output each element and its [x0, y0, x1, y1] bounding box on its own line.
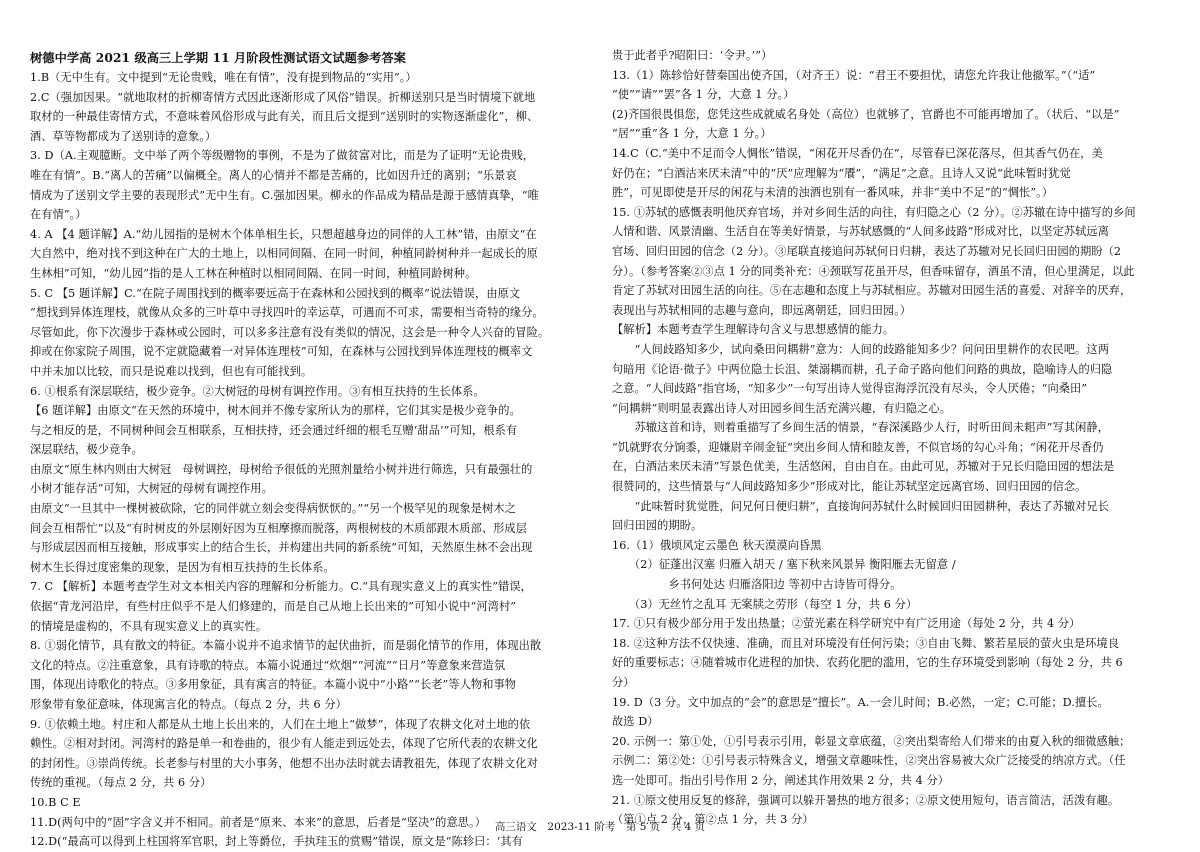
text-line: “想找到异体连理枝，就像从众多的三叶草中寻找四叶的幸运草，可遇而不可求，需要相当奇特的缘分。: [30, 306, 544, 320]
text-line: 6. ①根系有深层联结，极少竞争。②大树冠的母树有调控作用。③有相互扶持的生长体系。: [30, 384, 485, 398]
text-line: 10.B C E: [30, 795, 81, 809]
text-line: 【6 题详解】由原文“在天然的环境中，树木间并不像专家所认为的那样，它们其实是极少竞争的。: [30, 404, 521, 418]
text-line: 中并未加以比较，而只是说难以找到，但也有可能找到。: [30, 364, 313, 378]
text-line: 回归田园的期盼。: [612, 519, 703, 533]
text-line: 人情和谐、风景清幽、生活自在等美好情景，与苏轼感慨的“人间多歧路”形成对比，以坚定苏轼远离: [612, 225, 1110, 239]
text-line: （3）无丝竹之乱耳 无案牍之劳形（每空 1 分，共 6 分）: [612, 597, 918, 611]
text-line: 赖性。②相对封闭。河湾村的路是单一和卷曲的，很少有人能走到远处去，体现了它所代表的农耕文化: [30, 737, 538, 751]
text-line: 19. D（3 分。文中加点的“会”的意思是“擅长”。A.一会儿时间；B.必然，一定；C.可能；D.擅长。: [612, 695, 1109, 709]
text-line: 取材的一种最佳寄情方式，不意味着风俗形成与此有关，而且后文提到“送别时的实物逐渐虚化”，柳、: [30, 110, 539, 124]
text-line: “此味暂时犹觉胜，问兄何日便归耕”，直接询问苏轼什么时候回归田园耕种，表达了苏辙对兄长: [612, 499, 1110, 513]
text-line: 的封闭性。③崇尚传统。长老参与村里的大小事务，他想不出办法时就去请教祖先，体现了农耕文化对: [30, 756, 538, 770]
text-line: “饥就野农分饷黍，迎嫌尉辛闹金钲”突出乡间人情和睦友善，不似官场的勾心斗角；“闲花开尽香仍: [612, 440, 1104, 454]
text-line: 之意。“人间歧路”指官场，“知多少”一句写出诗人觉得宦海浮沉没有尽头，令人厌倦；“向桑田”: [612, 382, 1088, 396]
text-line: 围，体现出诗歌化的特点。③多用象征，具有寓言的特征。本篇小说中“小路”“长老”等人物和事物: [30, 678, 517, 692]
text-line: 18. ②这种方法不仅快速、准确，而且对环境没有任何污染；③自由飞舞、繁若星辰的萤火虫是环境良: [612, 636, 1120, 650]
text-line: 好仍在；“白酒沽来厌未清”中的“厌”应理解为“餍”，“满足”之意。且诗人又说“此味暂时犹觉: [612, 166, 1071, 180]
text-line: 的情境是虚构的，不具有现实意义上的真实性。: [30, 619, 268, 633]
text-line: 尽管如此，你下次漫步于森林或公园时，可以多多注意有没有类似的情况，这会是一种令人兴奋的冒险。: [30, 325, 550, 339]
text-line: 4. A 【4 题详解】A.“幼儿园指的是树木个体单相生长，只想超越身边的同伴的人工林”错，由原文“在: [30, 227, 537, 241]
text-line: 在有情”。）: [30, 208, 87, 222]
text-line: 在，白酒沽来厌未清”写景色优美，生活悠闲，自由自在。由此可见，苏辙对于兄长归隐田园的想法是: [612, 460, 1115, 474]
text-line: 抑或在你家院子周围，说不定就隐藏着一对异体连理枝”可知，在森林与公园找到异体连理枝的概率文: [30, 345, 533, 359]
text-line: 9. ①依赖土地。村庄和人都是从土地上长出来的，人们在土地上“做梦”，体现了农耕文化对土地的依: [30, 717, 531, 731]
text-line: 与形成层因而相互接触，形成事实上的结合生长，并构建出共同的新系统”可知，天然原生林不会出现: [30, 541, 533, 555]
text-line: “使”“请”“罢”各 1 分，大意 1 分。）: [612, 88, 795, 102]
text-line: 2.C（强加因果。“就地取材的折柳寄情方式因此逐渐形成了风俗”错误。折柳送别只是当时情境下就地: [30, 90, 536, 104]
text-line: （第①点 2 分，第②点 1 分，共 3 分）: [612, 813, 814, 827]
text-line: 肯定了苏轼对田园生活的向往。⑤在志趣和态度上与苏轼相应。苏辙对田园生活的喜爱、对辞辛的厌弃，: [612, 284, 1132, 298]
text-line: 3. D（A.主观臆断。文中举了两个等级赠物的事例，不是为了做贫富对比，而是为了证明“无论贵贱，: [30, 149, 535, 163]
text-line: 21. ①原文使用反复的修辞，强调可以躲开暑热的地方很多；②原文使用短句，语言简洁，活泼有趣。: [612, 793, 1120, 807]
text-line: 深层联结，极少竞争。: [30, 443, 143, 457]
text-line: 酒、草等物都成为了送别诗的意象。）: [30, 129, 217, 143]
text-line: 5. C 【5 题详解】C.“在院子周围找到的概率要远高于在森林和公园找到的概率”说法错误，由原文: [30, 286, 521, 300]
text-line: 17. ①只有极少部分用于发出热量；②萤光素在科学研究中有广泛用途（每处 2 分，共 4 分）: [612, 617, 1081, 631]
text-line: 故选 D）: [612, 715, 659, 729]
text-line: 15. ①苏轼的感慨表明他厌弃官场，并对乡间生活的向往，有归隐之心（2 分）。②苏辙在诗中描写的乡间: [612, 205, 1136, 219]
text-line: 唯在有情”。B.“离人的苦痛”以偏概全。离人的心情并不都是苦痛的，比如因升迁的离别；“乐景哀: [30, 168, 517, 182]
text-line: 依据“青龙河沿岸，有些村庄似乎不是人们修建的，而是自己从地上长出来的”可知小说中“河湾村”: [30, 600, 517, 614]
text-line: 很赞同的，这些情景与“人间歧路知多少”形成对比，能让苏轼坚定远离官场、回归田园的信念。: [612, 480, 1087, 494]
text-line: 形象带有象征意味，体现寓言化的特点。（每点 2 分，共 6 分）: [30, 698, 347, 711]
left-column-text: [30, 68, 596, 852]
text-line: 传统的重视。（每点 2 分，共 6 分）: [30, 776, 212, 790]
text-line: 20. 示例一：第①处，①引号表示引用，彰显文章底蕴，②突出梨寄给人们带来的由夏入秋的细微感触；: [612, 734, 1131, 748]
text-line: 分）: [612, 676, 635, 689]
text-line: 文化的特点。②注重意象，具有诗歌的特点。本篇小说通过“炊烟”“河流”“日月”等意象来营造氛: [30, 658, 506, 672]
text-line: 8. ①弱化情节，具有散文的特征。本篇小说并不追求情节的起伏曲折，而是弱化情节的作用，体现出散: [30, 639, 542, 653]
text-line: 句暗用《论语·微子》中两位隐士长沮、桀溺耦而耕，孔子命子路向他们问路的典故，隐喻诗人的归隐: [612, 362, 1113, 376]
text-line: 【解析】本题考查学生理解诗句含义与思想感情的能力。: [612, 323, 895, 337]
right-column: [612, 46, 1182, 830]
text-line: 表现出与苏轼相同的志趣与意向，即远离朝廷，回归田园。）: [612, 303, 912, 317]
text-line: 树木生长得过度密集的现象，是因为有相互扶持的生长体系。: [30, 560, 335, 574]
text-line: 胜”，可见即使是开尽的闲花与未清的浊酒也别有一番风味，并非“美中不足”的“惆怅”。）: [612, 186, 1054, 200]
left-column: [30, 48, 596, 852]
text-line: 贵于此者乎?昭阳曰：‘令尹。’”）: [612, 49, 773, 62]
text-line: 选一处即可。指出引号作用 2 分，阐述其作用效果 2 分，共 4 分）: [612, 773, 950, 787]
text-line: 好的重要标志；④随着城市化进程的加快、农药化肥的滥用，它的生存环境受到影响（每处 2 分，共 6: [612, 656, 1123, 670]
text-line: 11.D(两句中的“固”字含义并不相同。前者是“原来、本来”的意思，后者是“坚决”的意思。）: [30, 815, 487, 829]
text-line: 苏辙这首和诗，则着重描写了乡间生活的情景，“春深溪路少人行，时听田间未耜声”写其闲静，: [612, 421, 1110, 435]
text-line: 7. C 【解析】本题考查学生对文本相关内容的理解和分析能力。C.“具有现实意义上的真实性”错误，: [30, 580, 532, 594]
text-line: 乡书何处达 归雁洛阳边 等初中古诗皆可得分。: [612, 578, 902, 592]
text-line: （2）征蓬出汉塞 归雁入胡天 / 塞下秋来风景异 衡阳雁去无留意 /: [612, 558, 956, 572]
text-line: 示例二：第②处：①引号表示特殊含义，增强文章趣味性，②突出容易被大众广泛接受的纳凉方式。（任: [612, 754, 1126, 768]
right-column-text: [612, 46, 1182, 830]
text-line: (2)齐国很畏惧您，您凭这些成就威名身处（高位）也就够了，官爵也不可能再增加了。（状后、“以是”: [612, 107, 1120, 121]
text-line: 12.D(“最高可以得到上柱国将军官职，封上等爵位，手执珪玉的赏赐”错误，原文是“陈轸曰：‘其有: [30, 835, 523, 849]
text-line: 与之相反的是，不同树种间会互相联系，互相扶持，还会通过纤细的根毛互赠‘甜品’”可知，根系有: [30, 423, 518, 437]
page-title: 树德中学高 2021 级高三上学期 11 月阶段性测试语文试题参考答案: [30, 51, 407, 65]
text-line: “人间歧路知多少，试向桑田问耦耕”意为：人间的歧路能知多少？问问田里耕作的农民吧。这两: [612, 342, 1110, 356]
text-line: “居”“重”各 1 分，大意 1 分。）: [612, 127, 772, 141]
text-line: 情成为了送别文学主要的表现形式”无中生有。C.强加因果。柳永的作品成为精品是源于感情真挚，“唯: [30, 188, 539, 202]
text-line: 由原文“一旦其中一棵树被砍除，它的同伴就立刻会变得病恹恹的。”“另一个极罕见的现象是树木之: [30, 502, 516, 516]
text-line: 间会互相帮忙”以及“有时树皮的外层刚好因为互相摩擦而脱落，两根树枝的木质部跟木质部、形成层: [30, 521, 528, 535]
page-footer: 高三语文 2023-11 阶考 第 5 页 共 4 页: [494, 821, 706, 833]
text-line: 小树才能存活”可知，大树冠的母树有调控作用。: [30, 482, 273, 496]
text-line: 1.B（无中生有。文中提到“无论贵贱，唯在有情”，没有提到物品的“实用”。）: [30, 71, 417, 84]
text-line: 13.（1）陈轸恰好替秦国出使齐国，（对齐王）说：“君王不要担忧，请您允许我让他撤军。”（“适”: [612, 68, 1096, 82]
text-line: 生林相”可知，“幼儿园”指的是人工林在种植时以相同间隔、在同一时间，种植同龄树种。: [30, 266, 477, 280]
text-line: “问耦耕”则明显表露出诗人对田园乡间生活充满兴趣，有归隐之心。: [612, 401, 951, 415]
text-line: 由原文“原生林内则由大树冠 母树调控，母树给予很低的光照剂量给小树并进行筛选，只有最强壮的: [30, 462, 533, 476]
text-line: 分）。（参考答案②③点 1 分的同类补充：④颈联写花虽开尽，但香味留存，酒虽不清，但心里满足，以此: [612, 264, 1135, 278]
text-line: 大自然中，绝对找不到这种在广大的土地上，以相同间隔、在同一时间，种植同龄树种并一起成长的原: [30, 247, 538, 261]
text-line: 14.C（C.“美中不足而令人惆怅”错误，“闲花开尽香仍在”，尽管春已深花落尽，但其香气仍在，美: [612, 146, 1103, 160]
text-line: 16.（1）俄顷风定云墨色 秋天漠漠向昏黑: [612, 538, 822, 552]
text-line: 官场、回归田园的信念（2 分）。③尾联直接追问苏轼何日归耕，表达了苏辙对兄长回归田园的期盼（2: [612, 244, 1122, 258]
